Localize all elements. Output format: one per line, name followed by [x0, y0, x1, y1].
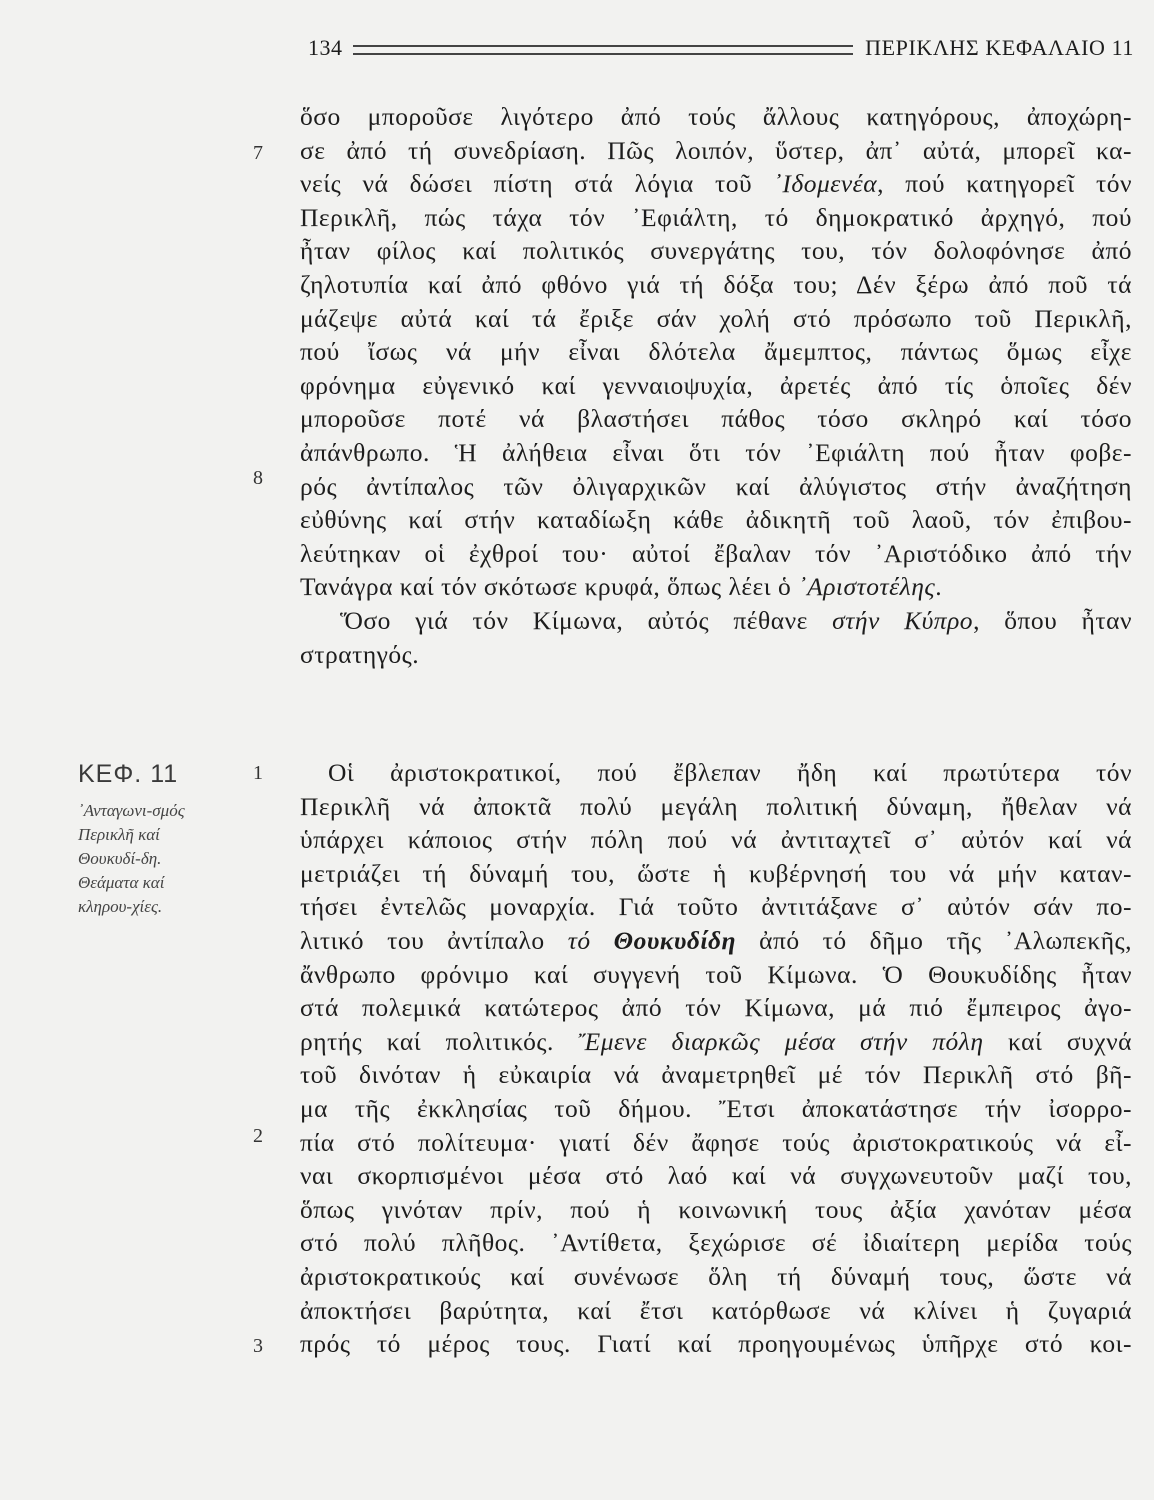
text-line: Οἱ ἀριστοκρατικοί, πού ἔβλεπαν ἤδη καί πρωτύτερα τόν — [328, 758, 1132, 787]
text-line: ρητής καί πολιτικός. Ἔμενε διαρκῶς μέσα στήν πόλη καί συχνά — [300, 1026, 1133, 1056]
text-line: λεύτηκαν οἱ ἐχθροί του· αὐτοί ἔβαλαν τόν ᾿Αριστόδικο ἀπό τήν — [300, 538, 1132, 568]
text-line: ἀριστοκρατικούς καί συνένωσε ὅλη τή δύναμή τους, ὥστε νά — [300, 1261, 1132, 1291]
text-line: τήσει ἐντελῶς μοναρχία. Γιά τοῦτο ἀντιτάξανε σ᾿ αὐτόν σάν πο- — [300, 892, 1132, 922]
text-line: ναι σκορπισμένοι μέσα στό λαό καί νά συγχωνευτοῦν μαζί του, — [300, 1161, 1132, 1191]
margin-number-8: 8 — [253, 467, 263, 489]
text-line: στά πολεμικά κατώτερος ἀπό τόν Κίμωνα, μά πιό ἔμπειρος ἀγο- — [300, 993, 1132, 1023]
paragraph-chapter-11 — [300, 756, 1132, 1361]
paragraph-continued — [300, 100, 1132, 671]
text-line: μάζεψε αὐτά καί τά ἔριξε σάν χολή στό πρόσωπο τοῦ Περικλῆ, — [300, 303, 1132, 333]
text-line: ἄνθρωπο φρόνιμο καί συγγενή τοῦ Κίμωνα. Ὁ Θουκυδίδης ἦταν — [300, 959, 1132, 989]
chapter-sidebar — [78, 760, 228, 919]
text-line: φρόνημα εὐγενικό καί γενναιοψυχία, ἀρετές ἀπό τίς ὁποῖες δέν — [300, 370, 1132, 400]
text-line: νείς νά δώσει πίστη στά λόγια τοῦ ᾿Ιδομενέα, πού κατηγορεῖ τόν — [300, 169, 1132, 199]
margin-number-2: 2 — [253, 1125, 263, 1147]
chapter-subtitle: ᾿Ανταγωνι-σμός Περικλῆ καί Θουκυδί-δη. Θεάματα καί κληρου-χίες. — [78, 801, 185, 916]
text-line: πού ἴσως νά μήν εἶναι δλότελα ἄμεμπτος, πάντως ὅμως εἶχε — [300, 337, 1132, 367]
text-line: Περικλῆ, πώς τάχα τόν ᾿Εφιάλτη, τό δημοκρατικό ἀρχηγό, πού — [300, 202, 1132, 232]
text-line: πρός τό μέρος τους. Γιατί καί προηγουμένως ὑπῆρχε στό κοι- — [300, 1329, 1132, 1359]
text-line: σε ἀπό τή συνεδρίαση. Πῶς λοιπόν, ὕστερ, ἀπ᾿ αὐτά, μπορεῖ κα- — [300, 135, 1132, 165]
text-line: λιτικό του ἀντίπαλο τό Θουκυδίδη ἀπό τό δῆμο τῆς ᾿Αλωπεκῆς, — [300, 925, 1133, 955]
chapter-label: ΚΕΦ. 11 — [78, 760, 179, 788]
text-line: ζηλοτυπία καί ἀπό φθόνο γιά τή δόξα του; Δέν ξέρω ἀπό ποῦ τά — [300, 269, 1132, 299]
text-line: Περικλῆ νά ἀποκτᾶ πολύ μεγάλη πολιτική δύναμη, ἤθελαν νά — [300, 791, 1132, 821]
margin-number-7: 7 — [253, 142, 263, 164]
running-title: ΠΕΡΙΚΛΗΣ ΚΕΦΑΛΑΙΟ 11 — [865, 35, 1134, 60]
text-line: ἀπάνθρωπο. Ἡ ἀλήθεια εἶναι ὅτι τόν ᾿Εφιάλτη πού ἦταν φοβε- — [300, 437, 1132, 467]
text-line: ὑπάρχει κάποιος στήν πόλη πού νά ἀντιταχτεῖ σ᾿ αὐτόν καί νά — [300, 825, 1132, 855]
page-header — [308, 34, 1134, 62]
text-line: ἦταν φίλος καί πολιτικός συνεργάτης του, τόν δολοφόνησε ἀπό — [300, 236, 1132, 266]
margin-number-3: 3 — [253, 1335, 263, 1357]
page-number: 134 — [308, 35, 343, 60]
text-line: μα τῆς ἐκκλησίας τοῦ δήμου. Ἔτσι ἀποκατάστησε τήν ἰσορρο- — [300, 1093, 1132, 1123]
text-line: Τανάγρα καί τόν σκότωσε κρυφά, ὅπως λέει ὁ ᾿Αριστοτέλης. — [300, 572, 943, 602]
text-line: μετριάζει τή δύναμή του, ὥστε ἡ κυβέρνησή του νά μήν καταν- — [300, 858, 1132, 888]
text-line: Ὅσο γιά τόν Κίμωνα, αὐτός πέθανε στήν Κύπρο, ὅπου ἦταν — [340, 605, 1132, 635]
text-line: στρατηγός. — [300, 639, 420, 669]
header-rule — [353, 45, 854, 55]
text-line: ὅσο μποροῦσε λιγότερο ἀπό τούς ἄλλους κατηγόρους, ἀποχώρη- — [300, 102, 1132, 131]
text-line: εὐθύνης καί στήν καταδίωξη κάθε ἀδικητῆ τοῦ λαοῦ, τόν ἐπιβου- — [300, 505, 1132, 535]
margin-number-1: 1 — [253, 762, 263, 784]
text-line: τοῦ δινόταν ἡ εὐκαιρία νά ἀναμετρηθεῖ μέ τόν Περικλῆ στό βῆ- — [300, 1060, 1132, 1090]
text-line: ὅπως γινόταν πρίν, πού ἡ κοινωνική τους ἀξία χανόταν μέσα — [300, 1194, 1132, 1224]
text-line: ἀποκτήσει βαρύτητα, καί ἔτσι κατόρθωσε νά κλίνει ἡ ζυγαριά — [300, 1295, 1132, 1325]
text-line: ρός ἀντίπαλος τῶν ὀλιγαρχικῶν καί ἀλύγιστος στήν ἀναζήτηση — [300, 471, 1132, 501]
text-line: πία στό πολίτευμα· γιατί δέν ἄφησε τούς ἀριστοκρατικούς νά εἶ- — [300, 1127, 1132, 1157]
text-line: μποροῦσε ποτέ νά βλαστήσει πάθος τόσο σκληρό καί τόσο — [300, 404, 1132, 434]
text-line: στό πολύ πλῆθος. ᾿Αντίθετα, ξεχώρισε σέ ἰδιαίτερη μερίδα τούς — [300, 1228, 1132, 1258]
